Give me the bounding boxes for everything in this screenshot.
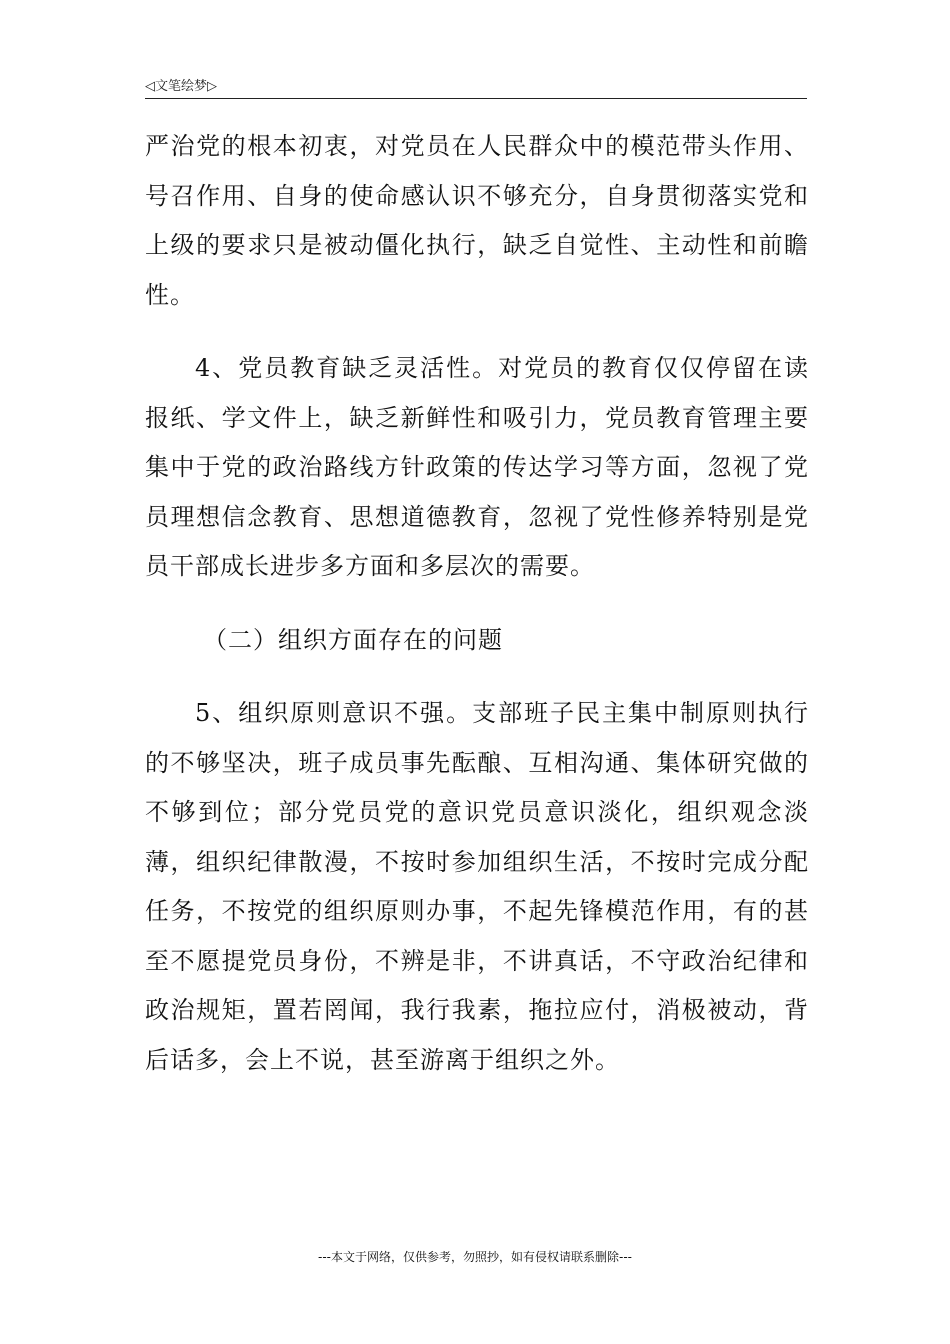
page-header [145,72,807,99]
paragraph-continued: 严治党的根本初衷，对党员在人民群众中的模范带头作用、号召作用、自身的使命感认识不够充分，自身贯彻落实党和上级的要求只是被动僵化执行，缺乏自觉性、主动性和前瞻性。 [145,132,809,309]
header-mark: ◁文笔绘梦▷ [145,79,217,94]
document-body [145,122,809,1109]
section-heading: （二）组织方面存在的问题 [203,625,503,654]
paragraph-item-4: 4、党员教育缺乏灵活性。对党员的教育仅仅停留在读报纸、学文件上，缺乏新鲜性和吸引力，党员教育管理主要集中于党的政治路线方针政策的传达学习等方面，忽视了党员理想信念教育、思想道德教育，忽视了党性修养特别是党员干部成长进步多方面和多层次的需要。 [145,354,809,580]
paragraph-item-5: 5、组织原则意识不强。支部班子民主集中制原则执行的不够坚决，班子成员事先酝酿、互相沟通、集体研究做的不够到位；部分党员党的意识党员意识淡化，组织观念淡薄，组织纪律散漫，不按时参加组织生活，不按时完成分配任务，不按党的组织原则办事，不起先锋模范作用，有的甚至不愿提党员身份，不辨是非，不讲真话，不守政治纪律和政治规矩，置若罔闻，我行我素，拖拉应付，消极被动，背后话多，会上不说，甚至游离于组织之外。 [145,699,809,1074]
page-footer: ---本文于网络，仅供参考，勿照抄，如有侵权请联系删除--- [318,1250,632,1264]
